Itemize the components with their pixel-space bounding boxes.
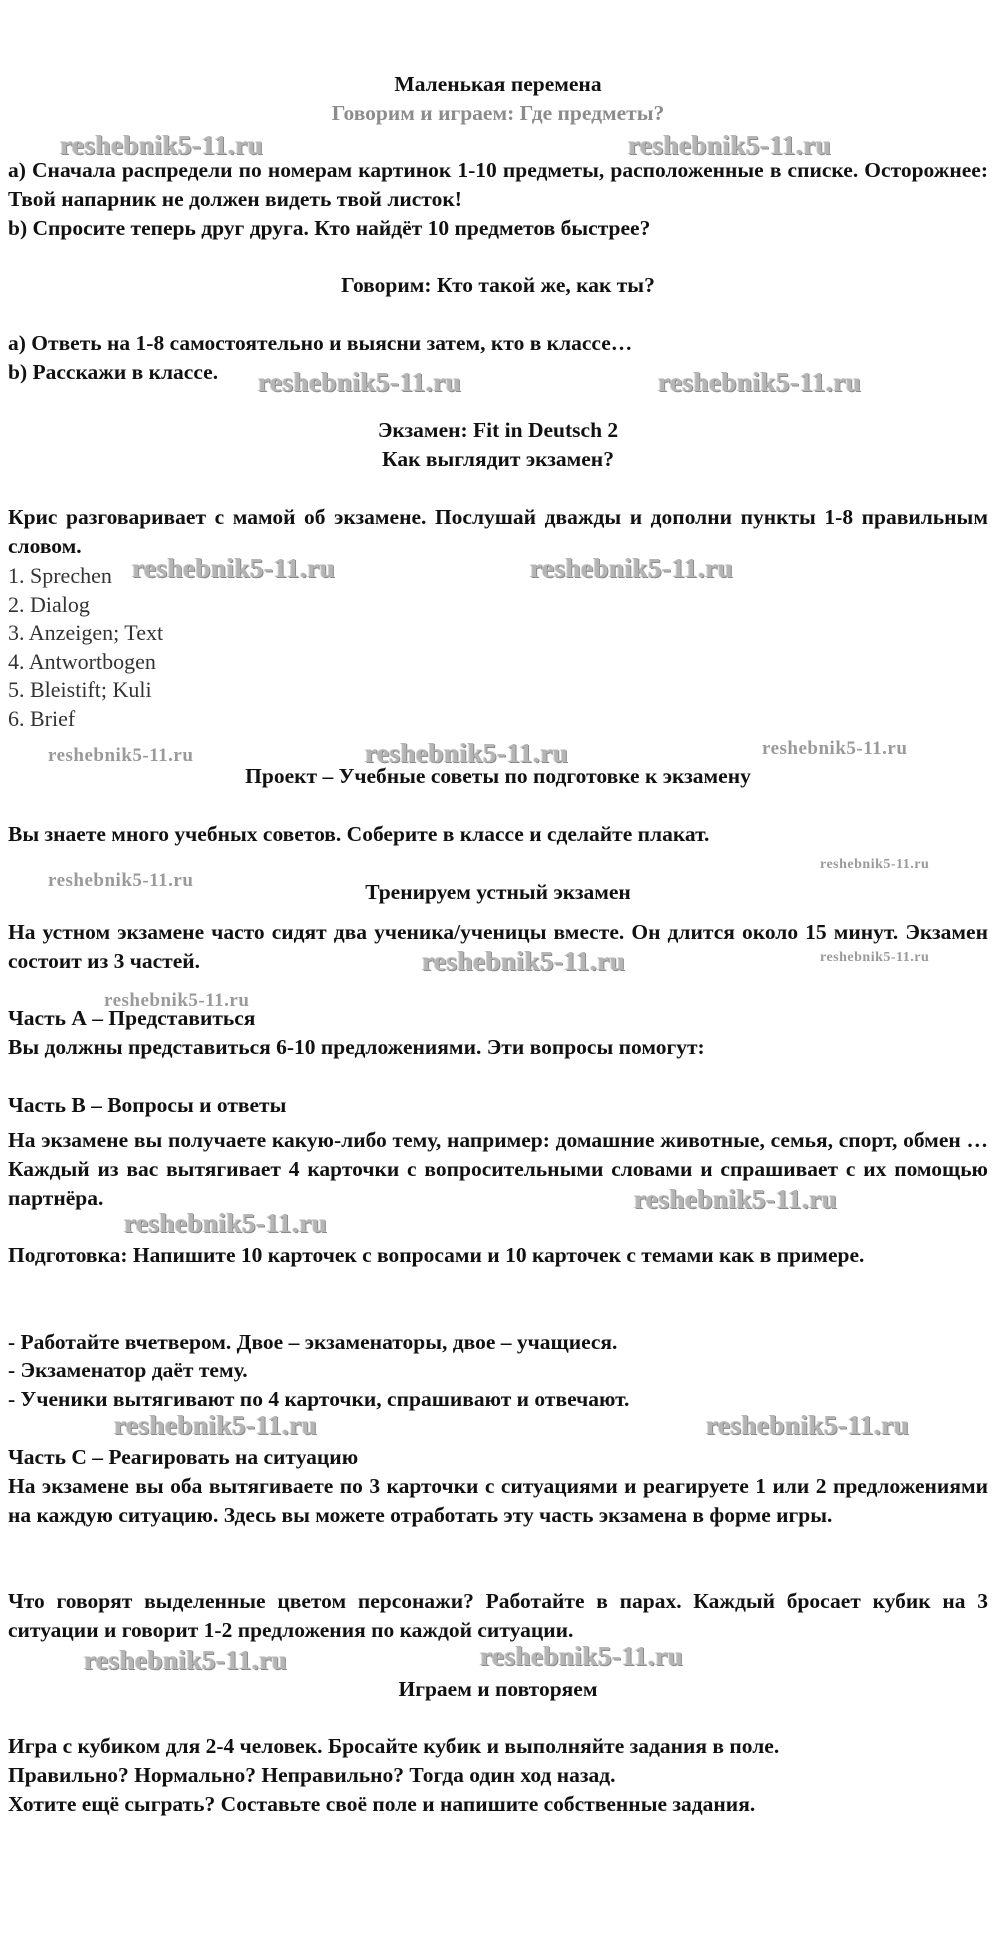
list-item: 4. Antwortbogen xyxy=(8,648,156,674)
list-item: 5. Bleistift; Kuli xyxy=(8,677,152,702)
bullet-work-four: - Работайте вчетвером. Двое – экзаменаторы, двое – учащиеся. xyxy=(8,1330,618,1354)
bullet-examiner-topic: - Экзаменатор даёт тему. xyxy=(8,1358,248,1382)
section-title-who-like-you: Говорим: Кто такой же, как ты? xyxy=(341,273,655,297)
watermark: reshebnik5-11.ru xyxy=(132,553,336,583)
game-line-1: Игра с кубиком для 2-4 человек. Бросайте кубик и выполняйте задания в поле. xyxy=(8,1734,780,1758)
bullet-students-cards: - Ученики вытягивают по 4 карточки, спрашивают и отвечают. xyxy=(8,1387,630,1411)
watermark: reshebnik5-11.ru xyxy=(820,950,930,965)
section-title-play-repeat: Играем и повторяем xyxy=(398,1677,598,1701)
list-item: 3. Anzeigen; Text xyxy=(8,620,164,645)
part-c-text: На экзамене вы оба вытягиваете по 3 карточки с ситуациями и реагируете 1 или 2 предложениями на каждую ситуацию. Здесь вы можете отработать эту часть экзамена в форме игры. xyxy=(8,1474,988,1527)
watermark: reshebnik5-11.ru xyxy=(634,1184,838,1214)
watermark: reshebnik5-11.ru xyxy=(84,1645,288,1675)
section-title-oral-exam: Тренируем устный экзамен xyxy=(365,880,631,904)
preparation-text: Подготовка: Напишите 10 карточек с вопросами и 10 карточек с темами как в примере. xyxy=(8,1243,865,1267)
task-b-ask: b) Спросите теперь друг друга. Кто найдёт 10 предметов быстрее? xyxy=(8,216,651,240)
oral-exam-intro: На устном экзамене часто сидят два ученика/ученицы вместе. Он длится около 15 минут. Экзамен состоит из 3 частей. xyxy=(8,920,988,973)
watermark: reshebnik5-11.ru xyxy=(820,857,930,872)
section-title-break: Маленькая перемена xyxy=(394,72,602,96)
watermark: reshebnik5-11.ru xyxy=(762,738,908,759)
list-item: 6. Brief xyxy=(8,705,76,731)
watermark: reshebnik5-11.ru xyxy=(480,1641,684,1671)
watermark: reshebnik5-11.ru xyxy=(104,990,250,1011)
task-a-distribute: a) Сначала распредели по номерам картинок 1-10 предметы, расположенные в списке. Осторожнее: Твой напарник не должен видеть твой листок! xyxy=(8,158,988,211)
answer-list xyxy=(8,562,163,733)
game-line-2: Правильно? Нормально? Неправильно? Тогда один ход назад. xyxy=(8,1763,616,1787)
part-b-text: На экзамене вы получаете какую-либо тему, например: домашние животные, семья, спорт, обмен … Каждый из вас вытягивает 4 карточки с вопросительными словами и спрашивает с их помощью партнёра. xyxy=(8,1128,988,1210)
part-a-text: Вы должны представиться 6-10 предложениями. Эти вопросы помогут: xyxy=(8,1035,705,1059)
part-a-title: Часть А – Представиться xyxy=(8,1006,256,1030)
exam-intro-text: Крис разговаривает с мамой об экзамене. Послушай дважды и дополни пункты 1-8 правильным словом. xyxy=(8,505,988,558)
watermark: reshebnik5-11.ru xyxy=(60,130,264,160)
task-a-answer: a) Ответь на 1-8 самостоятельно и выясни затем, кто в классе… xyxy=(8,331,633,355)
watermark: reshebnik5-11.ru xyxy=(48,870,194,891)
section-title-exam: Экзамен: Fit in Deutsch 2 xyxy=(377,418,619,442)
list-item: 2. Dialog xyxy=(8,591,90,617)
part-b-title: Часть В – Вопросы и ответы xyxy=(8,1093,287,1117)
watermark: reshebnik5-11.ru xyxy=(706,1410,910,1440)
watermark: reshebnik5-11.ru xyxy=(365,738,569,768)
section-subtitle-exam-look: Как выглядит экзамен? xyxy=(382,447,614,471)
section-subtitle-where-objects: Говорим и играем: Где предметы? xyxy=(331,101,665,125)
watermark: reshebnik5-11.ru xyxy=(422,946,626,976)
watermark: reshebnik5-11.ru xyxy=(124,1208,328,1238)
section-title-project: Проект – Учебные советы по подготовке к экзамену xyxy=(245,764,751,788)
watermark: reshebnik5-11.ru xyxy=(114,1410,318,1440)
watermark: reshebnik5-11.ru xyxy=(530,553,734,583)
part-c-title: Часть С – Реагировать на ситуацию xyxy=(8,1445,359,1469)
game-line-3: Хотите ещё сыграть? Составьте своё поле и напишите собственные задания. xyxy=(8,1792,756,1816)
watermark: reshebnik5-11.ru xyxy=(628,130,832,160)
pairs-text: Что говорят выделенные цветом персонажи? Работайте в парах. Каждый бросает кубик на 3 ситуации и говорит 1-2 предложения по каждой ситуации. xyxy=(8,1589,988,1642)
watermark: reshebnik5-11.ru xyxy=(258,367,462,397)
list-item: 1. Sprechen xyxy=(8,563,112,588)
task-b-tell: b) Расскажи в классе. xyxy=(8,360,219,384)
project-text: Вы знаете много учебных советов. Соберите в классе и сделайте плакат. xyxy=(8,822,710,846)
watermark: reshebnik5-11.ru xyxy=(48,745,194,766)
watermark: reshebnik5-11.ru xyxy=(658,367,862,397)
